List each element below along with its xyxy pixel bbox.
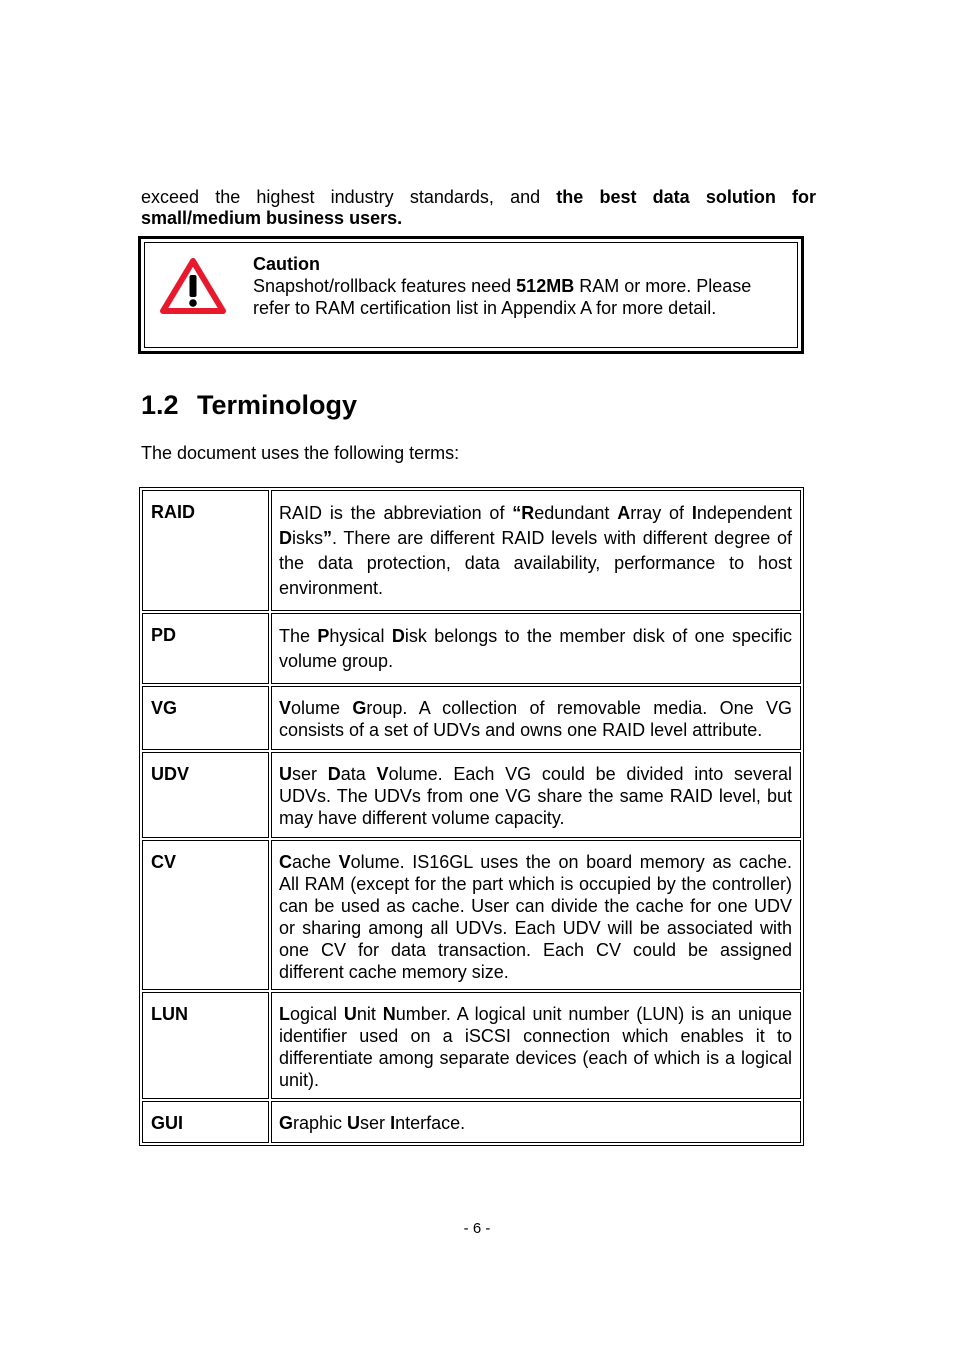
term-cell: CV [142,840,269,990]
definition-text: olume [291,698,353,718]
definition-text: raphic [293,1113,348,1133]
term-cell: PD [142,613,269,684]
definition-text-bold: “R [512,503,535,523]
definition-text: umber. A logical unit number (LUN) is an unique identifier used on a iSCSI connection which enables it to differentiate among separate devices (each of which is a logical unit). [279,1004,792,1090]
definition-text: olume. Each VG could be divided into several UDVs. The UDVs from one VG share the same RAID level, but may have different volume capacity. [279,764,792,828]
definition-text-bold: V [279,698,292,718]
definition-text-bold: P [317,626,330,646]
definition-text-bold: U [343,1004,357,1024]
section-title: Terminology [197,390,358,420]
definition-text-bold: D [327,764,341,784]
caution-box [138,236,804,354]
definition-text-bold: I [390,1113,396,1133]
definition-text: nterface. [395,1113,466,1133]
page-number: - 6 - [463,1220,491,1237]
definition-cell [271,613,801,684]
definition-text: ndependent [696,503,793,523]
term-cell: GUI [142,1101,269,1143]
definition-text-bold: V [376,764,389,784]
table-row [142,1101,801,1143]
caution-body-bold: 512MB [516,276,575,296]
terminology-table [139,487,804,1146]
definition-text: ata [340,764,377,784]
definition-text-bold: L [279,1004,290,1024]
definition-text-bold: U [279,764,292,784]
definition-text: hysical [329,626,392,646]
definition-text-bold: C [279,852,292,872]
term-cell: LUN [142,992,269,1099]
definition-text: ser [292,764,328,784]
caution-text [253,253,793,319]
definition-cell [271,1101,801,1143]
definition-text-bold: G [279,1113,294,1133]
intro-text: exceed the highest industry standards, and [141,187,557,207]
definition-text: . There are different RAID levels with different degree of the data protection, data availability, performance to host environment. [279,528,792,598]
section-heading [141,388,357,422]
definition-cell [271,490,801,611]
definition-cell [271,840,801,990]
definition-text: nit [356,1004,383,1024]
intro-text-bold: the best data solution for small/medium business users. [141,187,816,228]
term-cell: UDV [142,752,269,838]
caution-body-a: Snapshot/rollback features need [253,276,517,296]
definition-text: ser [360,1113,391,1133]
definition-text-bold: A [617,503,631,523]
caution-title: Caution [253,254,320,274]
caution-box-inner [144,242,798,348]
warning-triangle-icon [160,258,226,314]
definition-text-bold: N [382,1004,396,1024]
definition-text-bold: V [338,852,351,872]
definition-cell [271,686,801,750]
definition-text: olume. IS16GL uses the on board memory as cache. All RAM (except for the part which is occupied by the controller) can be used as cache. User can divide the cache for one UDV or sharing among all UDVs. Each UDV will be associated with one CV for data transaction. Each CV could be assigned different cache memory size. [279,852,792,982]
definition-text-bold: D [391,626,405,646]
table-row [142,752,801,838]
definition-cell [271,752,801,838]
definition-text: isk belongs to the member disk of one specific volume group. [279,626,792,671]
caution-body-b: RAM or more. Please refer to RAM certification list in Appendix A for more detail. [253,276,752,318]
section-lead: The document uses the following terms: [141,443,460,463]
term-cell: VG [142,686,269,750]
table-row [142,992,801,1099]
definition-text: RAID is the abbreviation of [279,503,513,523]
definition-text: rray of [630,503,692,523]
table-row [142,490,801,611]
term-cell: RAID [142,490,269,611]
table-row [142,613,801,684]
definition-text-bold: I [691,503,697,523]
definition-text-bold: D [279,528,292,548]
intro-paragraph [141,187,816,229]
definition-text-bold: ” [323,528,332,548]
definition-text: The [279,626,318,646]
terminology-table-body [142,490,801,1143]
definition-cell [271,992,801,1099]
definition-text-bold: G [352,698,367,718]
section-number: 1.2 [141,390,179,420]
table-row [142,840,801,990]
definition-text: ogical [290,1004,344,1024]
table-row [142,686,801,750]
definition-text: edundant [534,503,618,523]
definition-text: ache [292,852,339,872]
definition-text-bold: U [347,1113,361,1133]
definition-text: roup. A collection of removable media. One VG consists of a set of UDVs and owns one RAID level attribute. [279,698,793,740]
definition-text: isks [292,528,323,548]
